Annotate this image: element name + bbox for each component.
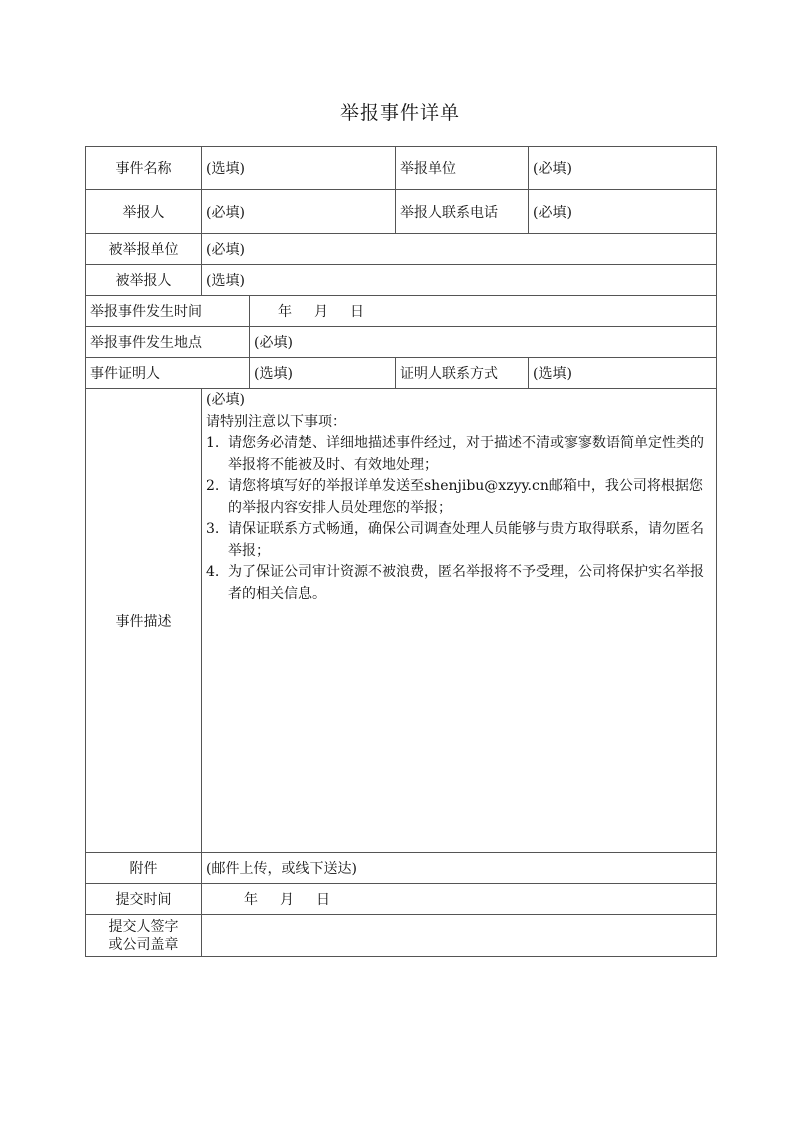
event-time-day: 日 — [350, 304, 364, 320]
row-event-name — [86, 147, 717, 190]
event-time-field[interactable] — [250, 296, 717, 327]
notice-list — [206, 433, 714, 605]
description-field[interactable] — [202, 389, 717, 853]
reported-person-field[interactable]: (选填) — [202, 265, 717, 296]
row-description — [86, 389, 717, 853]
notice-item — [206, 433, 714, 476]
notice-item — [206, 562, 714, 605]
event-time-label: 举报事件发生时间 — [86, 296, 250, 327]
reporter-phone-field[interactable]: (必填) — [529, 190, 717, 234]
event-name-field[interactable]: (选填) — [202, 147, 396, 190]
row-event-place — [86, 327, 717, 358]
notice-item-text: 请您务必清楚、详细地描述事件经过，对于描述不清或寥寥数语简单定性类的举报将不能被及时、有效地处理； — [228, 435, 704, 473]
witness-contact-label: 证明人联系方式 — [396, 358, 529, 389]
notice-item-text: 为了保证公司审计资源不被浪费，匿名举报将不予受理，公司将保护实名举报者的相关信息。 — [228, 564, 704, 602]
signature-label — [86, 915, 202, 957]
reporter-phone-label: 举报人联系电话 — [396, 190, 529, 234]
notice-item-number: 3. — [206, 521, 220, 537]
witness-field[interactable]: (选填) — [250, 358, 396, 389]
row-submit-time — [86, 884, 717, 915]
submit-time-month: 月 — [280, 892, 294, 908]
notice-item-number: 1. — [206, 435, 220, 451]
submit-time-field[interactable] — [202, 884, 717, 915]
notice-item — [206, 519, 714, 562]
reporter-field[interactable]: (必填) — [202, 190, 396, 234]
reporter-label: 举报人 — [86, 190, 202, 234]
row-reporter — [86, 190, 717, 234]
witness-contact-field[interactable]: (选填) — [529, 358, 717, 389]
row-reported-person — [86, 265, 717, 296]
notice-heading: 请特别注意以下事项： — [206, 413, 346, 430]
row-signature — [86, 915, 717, 957]
event-place-field[interactable]: (必填) — [250, 327, 717, 358]
row-event-time — [86, 296, 717, 327]
submit-time-label: 提交时间 — [86, 884, 202, 915]
description-label: 事件描述 — [86, 389, 202, 853]
reporting-unit-field[interactable]: (必填) — [529, 147, 717, 190]
signature-label-line1: 提交人签字 — [108, 918, 179, 935]
notice-item-number: 2. — [206, 478, 220, 494]
reporting-unit-label: 举报单位 — [396, 147, 529, 190]
event-place-label: 举报事件发生地点 — [86, 327, 250, 358]
notice-item-text: 请保证联系方式畅通，确保公司调查处理人员能够与贵方取得联系，请勿匿名举报； — [228, 521, 704, 559]
description-placeholder: (必填) — [206, 392, 245, 408]
attachment-label: 附件 — [86, 853, 202, 884]
report-form-table — [85, 146, 717, 957]
signature-label-line2: 或公司盖章 — [108, 936, 179, 953]
attachment-field[interactable]: (邮件上传，或线下送达) — [202, 853, 717, 884]
notice-item — [206, 476, 714, 519]
row-witness — [86, 358, 717, 389]
notice-item-text: 请您将填写好的举报详单发送至shenjibu@xzyy.cn邮箱中，我公司将根据您的举报内容安排人员处理您的举报； — [228, 478, 703, 516]
notice-item-number: 4. — [206, 564, 220, 580]
reported-unit-label: 被举报单位 — [86, 234, 202, 265]
event-time-month: 月 — [314, 304, 328, 320]
reported-unit-field[interactable]: (必填) — [202, 234, 717, 265]
submit-time-day: 日 — [316, 892, 330, 908]
submit-time-year: 年 — [244, 892, 258, 908]
row-reported-unit — [86, 234, 717, 265]
signature-field[interactable] — [202, 915, 717, 957]
row-attachment — [86, 853, 717, 884]
witness-label: 事件证明人 — [86, 358, 250, 389]
event-time-year: 年 — [278, 304, 292, 320]
form-title: 举报事件详单 — [339, 102, 460, 124]
reported-person-label: 被举报人 — [86, 265, 202, 296]
event-name-label: 事件名称 — [86, 147, 202, 190]
